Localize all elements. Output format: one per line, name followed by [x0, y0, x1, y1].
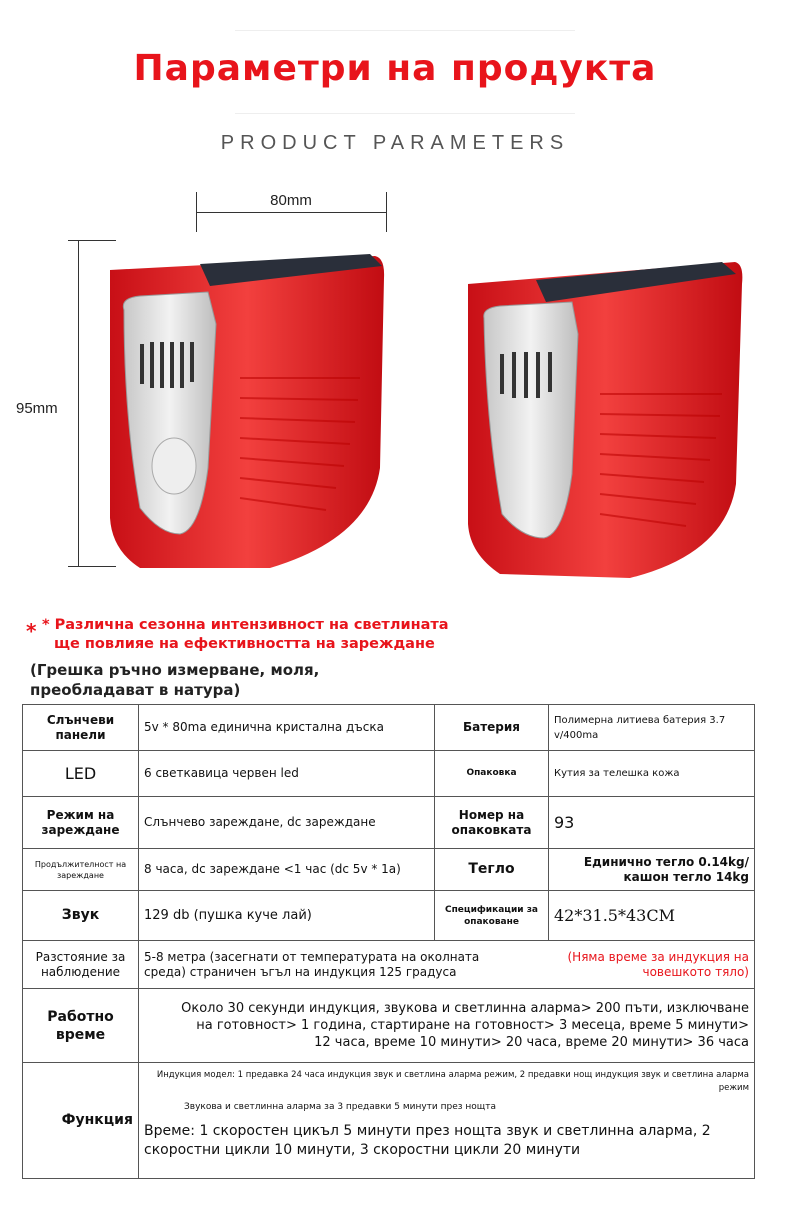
package-label: Опаковка — [435, 751, 549, 797]
distance-value: 5-8 метра (засегнати от температурата на околната среда) страничен ъгъл на индукция 125 градуса — [144, 949, 480, 979]
package-value: Кутия за телешка кожа — [549, 751, 755, 797]
charge-mode-value: Слънчево зареждане, dc зареждане — [139, 797, 435, 849]
weight-label: Тегло — [435, 849, 549, 891]
distance-note: (Няма време за индукция на човешкото тяло) — [567, 949, 749, 979]
pack-spec-label: Спецификации за опаковане — [435, 891, 549, 941]
table-row — [23, 989, 755, 1063]
charge-time-value: 8 часа, dc зареждане <1 час (dc 5v * 1a) — [139, 849, 435, 891]
height-label: 95mm — [16, 400, 58, 417]
table-row — [23, 891, 755, 941]
table-row — [23, 797, 755, 849]
worktime-value: Около 30 секунди индукция, звукова и светлинна аларма> 200 пъти, изключване на готовност> 1 година, стартиране на готовност> 3 месеца, време 5 минути> 12 часа, време 10 минути> 20 часа, време 20 минути> 36 часа — [139, 989, 755, 1063]
table-row — [23, 941, 755, 989]
function-line-3: Време: 1 скоростен цикъл 5 минути през нощта звук и светлинна аларма, 2 скоростни цикли 10 минути, 3 скоростни цикли 20 минути — [144, 1123, 711, 1158]
pack-spec-value: 42*31.5*43CM — [549, 891, 755, 941]
led-label: LED — [23, 751, 139, 797]
warning-line-2: ще повлияе на ефективността на зареждане — [54, 636, 435, 652]
table-row — [23, 705, 755, 751]
battery-label: Батерия — [435, 705, 549, 751]
width-dimension — [196, 188, 386, 228]
solar-value: 5v * 80ma единична кристална дъска — [139, 705, 435, 751]
spec-table — [22, 704, 755, 1179]
distance-label: Разстояние за наблюдение — [23, 941, 139, 989]
product-image-front — [100, 238, 390, 578]
charge-mode-label: Режим на зареждане — [23, 797, 139, 849]
width-label: 80mm — [270, 192, 312, 209]
led-value: 6 светкавица червен led — [139, 751, 435, 797]
function-cell — [139, 1063, 755, 1179]
sound-label: Звук — [23, 891, 139, 941]
measurement-line-1: (Грешка ръчно измерване, моля, — [30, 661, 320, 679]
function-label: Функция — [23, 1063, 139, 1179]
measurement-note — [30, 660, 430, 700]
table-row — [23, 751, 755, 797]
product-image-angle — [460, 254, 750, 584]
height-dimension — [14, 240, 104, 566]
page-subtitle: PRODUCT PARAMETERS — [220, 132, 570, 154]
table-row — [23, 849, 755, 891]
solar-label: Слънчеви панели — [23, 705, 139, 751]
table-row — [23, 1063, 755, 1179]
page-title: Параметри на продукта — [133, 48, 657, 89]
charging-warning — [26, 616, 449, 654]
battery-value: Полимерна литиева батерия 3.7 v/400ma — [549, 705, 755, 751]
package-no-value: 93 — [549, 797, 755, 849]
warning-line-1: * Различна сезонна интензивност на светлината — [42, 617, 449, 633]
warning-star: * — [26, 619, 37, 643]
worktime-label: Работно време — [23, 989, 139, 1063]
measurement-line-2: преобладават в натура) — [30, 681, 241, 699]
weight-line-2: кашон тегло 14kg — [623, 869, 749, 884]
package-no-label: Номер на опаковката — [435, 797, 549, 849]
function-line-2: Звукова и светлинна аларма за 3 предавки 5 минути през нощта — [184, 1102, 497, 1112]
charge-time-label: Продължителност на зареждане — [23, 849, 139, 891]
distance-cell — [139, 941, 755, 989]
weight-value — [549, 849, 755, 891]
function-line-1: Индукция модел: 1 предавка 24 часа индукция звук и светлина аларма режим, 2 предавки нощ индукция звук и светлина аларма режим — [156, 1070, 749, 1093]
weight-line-1: Единично тегло 0.14kg/ — [583, 854, 749, 869]
sound-value: 129 db (пушка куче лай) — [139, 891, 435, 941]
